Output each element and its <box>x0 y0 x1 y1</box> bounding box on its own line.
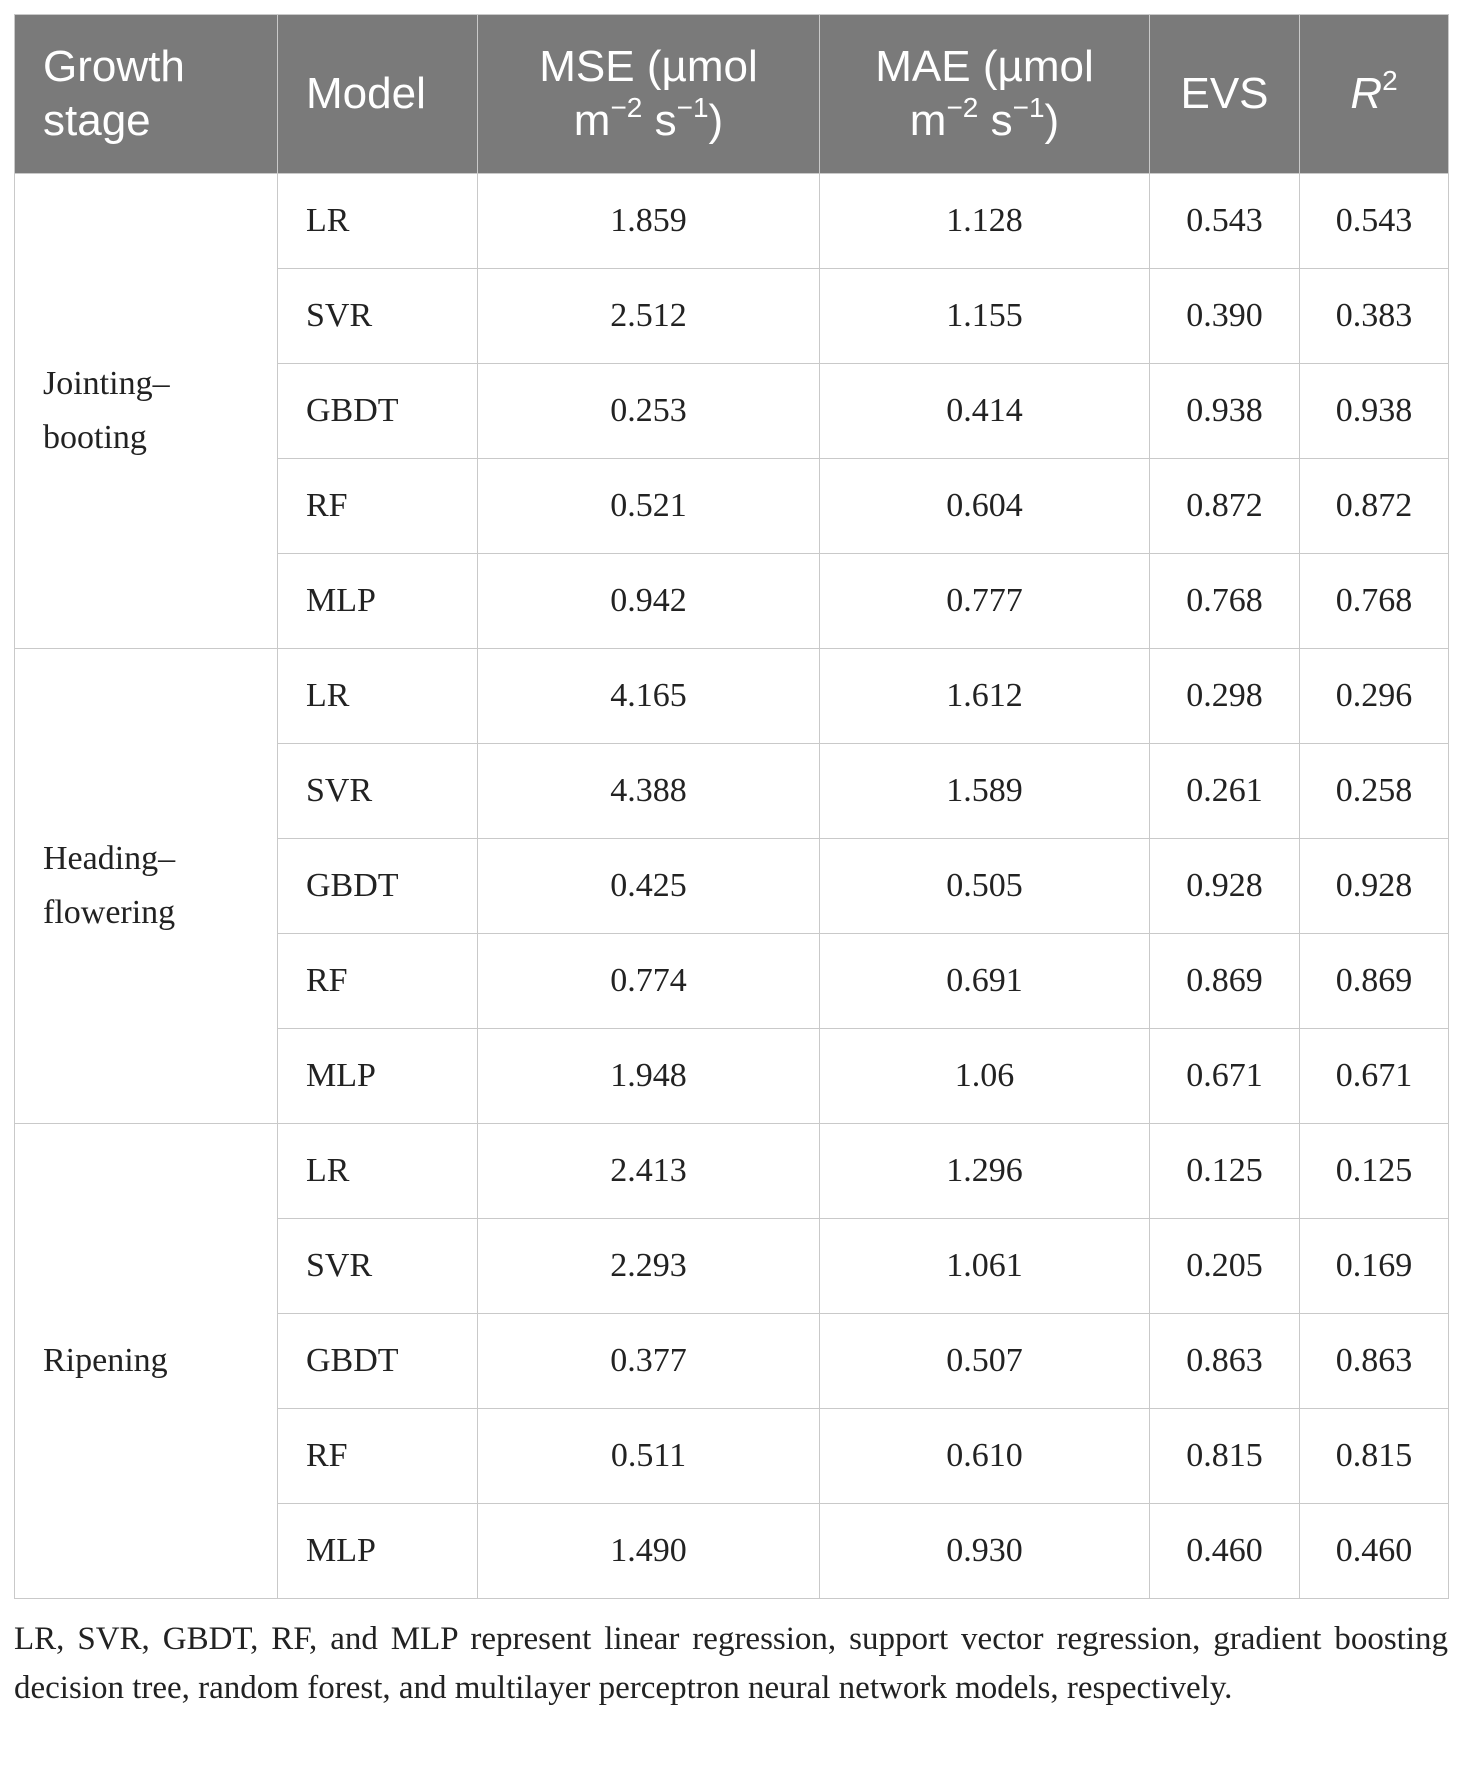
model-cell: RF <box>278 934 478 1029</box>
mae-cell: 0.777 <box>820 554 1150 649</box>
mae-cell: 0.930 <box>820 1504 1150 1599</box>
mse-cell: 0.521 <box>478 459 820 554</box>
mse-cell: 0.774 <box>478 934 820 1029</box>
r2-cell: 0.815 <box>1300 1409 1449 1504</box>
header-model: Model <box>278 15 478 174</box>
mse-cell: 0.942 <box>478 554 820 649</box>
mse-cell: 4.388 <box>478 744 820 839</box>
model-cell: SVR <box>278 269 478 364</box>
model-cell: LR <box>278 1124 478 1219</box>
mae-cell: 1.128 <box>820 174 1150 269</box>
r2-cell: 0.671 <box>1300 1029 1449 1124</box>
evs-cell: 0.671 <box>1150 1029 1300 1124</box>
mae-cell: 1.06 <box>820 1029 1150 1124</box>
mae-cell: 0.604 <box>820 459 1150 554</box>
table-row <box>15 174 1449 269</box>
mae-cell: 1.155 <box>820 269 1150 364</box>
mae-cell: 0.505 <box>820 839 1150 934</box>
r2-cell: 0.125 <box>1300 1124 1449 1219</box>
mse-cell: 1.859 <box>478 174 820 269</box>
growth-stage-cell: Ripening <box>15 1124 278 1599</box>
header-r2: $R^2$ <box>1300 15 1449 174</box>
r2-cell: 0.383 <box>1300 269 1449 364</box>
header-evs: EVS <box>1150 15 1300 174</box>
r2-cell: 0.768 <box>1300 554 1449 649</box>
mse-cell: 0.425 <box>478 839 820 934</box>
model-cell: SVR <box>278 744 478 839</box>
r2-cell: 0.863 <box>1300 1314 1449 1409</box>
growth-stage-cell: Heading– flowering <box>15 649 278 1124</box>
r2-cell: 0.543 <box>1300 174 1449 269</box>
model-cell: GBDT <box>278 1314 478 1409</box>
mae-cell: 0.414 <box>820 364 1150 459</box>
mse-cell: 4.165 <box>478 649 820 744</box>
model-cell: RF <box>278 459 478 554</box>
mae-cell: 0.610 <box>820 1409 1150 1504</box>
mae-cell: 1.061 <box>820 1219 1150 1314</box>
table-row <box>15 1124 1449 1219</box>
mse-cell: 2.512 <box>478 269 820 364</box>
evs-cell: 0.543 <box>1150 174 1300 269</box>
mae-cell: 1.612 <box>820 649 1150 744</box>
mse-cell: 0.377 <box>478 1314 820 1409</box>
r2-cell: 0.928 <box>1300 839 1449 934</box>
r2-cell: 0.938 <box>1300 364 1449 459</box>
evs-cell: 0.768 <box>1150 554 1300 649</box>
evs-cell: 0.298 <box>1150 649 1300 744</box>
results-table <box>14 14 1449 1599</box>
mse-cell: 0.253 <box>478 364 820 459</box>
mae-cell: 0.691 <box>820 934 1150 1029</box>
r2-cell: 0.869 <box>1300 934 1449 1029</box>
evs-cell: 0.815 <box>1150 1409 1300 1504</box>
evs-cell: 0.863 <box>1150 1314 1300 1409</box>
table-row <box>15 649 1449 744</box>
header-mse: MSE (µmol $m^{-2}$ $s^{-1}$) <box>478 15 820 174</box>
model-cell: GBDT <box>278 839 478 934</box>
mse-cell: 0.511 <box>478 1409 820 1504</box>
mae-cell: 0.507 <box>820 1314 1150 1409</box>
model-cell: MLP <box>278 554 478 649</box>
header-growth-stage: Growth stage <box>15 15 278 174</box>
mse-cell: 2.413 <box>478 1124 820 1219</box>
table-header <box>15 15 1449 174</box>
evs-cell: 0.460 <box>1150 1504 1300 1599</box>
header-row <box>15 15 1449 174</box>
model-cell: LR <box>278 174 478 269</box>
r2-cell: 0.296 <box>1300 649 1449 744</box>
table-footnote: LR, SVR, GBDT, RF, and MLP represent linear regression, support vector regression, gradient boosting decision tree, random forest, and multilayer perceptron neural network models, respectively. <box>14 1621 1448 1706</box>
model-cell: RF <box>278 1409 478 1504</box>
model-cell: MLP <box>278 1029 478 1124</box>
evs-cell: 0.390 <box>1150 269 1300 364</box>
evs-cell: 0.869 <box>1150 934 1300 1029</box>
evs-cell: 0.872 <box>1150 459 1300 554</box>
mae-cell: 1.296 <box>820 1124 1150 1219</box>
growth-stage-cell: Jointing– booting <box>15 174 278 649</box>
mse-cell: 1.490 <box>478 1504 820 1599</box>
mse-cell: 2.293 <box>478 1219 820 1314</box>
evs-cell: 0.938 <box>1150 364 1300 459</box>
header-mae: MAE (µmol $m^{-2}$ $s^{-1}$) <box>820 15 1150 174</box>
mae-cell: 1.589 <box>820 744 1150 839</box>
evs-cell: 0.261 <box>1150 744 1300 839</box>
evs-cell: 0.205 <box>1150 1219 1300 1314</box>
table-body <box>15 174 1449 1599</box>
r2-cell: 0.460 <box>1300 1504 1449 1599</box>
model-cell: MLP <box>278 1504 478 1599</box>
mse-cell: 1.948 <box>478 1029 820 1124</box>
r2-cell: 0.169 <box>1300 1219 1449 1314</box>
model-cell: SVR <box>278 1219 478 1314</box>
model-cell: LR <box>278 649 478 744</box>
r2-cell: 0.872 <box>1300 459 1449 554</box>
model-cell: GBDT <box>278 364 478 459</box>
page <box>14 14 1448 1746</box>
evs-cell: 0.928 <box>1150 839 1300 934</box>
r2-cell: 0.258 <box>1300 744 1449 839</box>
evs-cell: 0.125 <box>1150 1124 1300 1219</box>
